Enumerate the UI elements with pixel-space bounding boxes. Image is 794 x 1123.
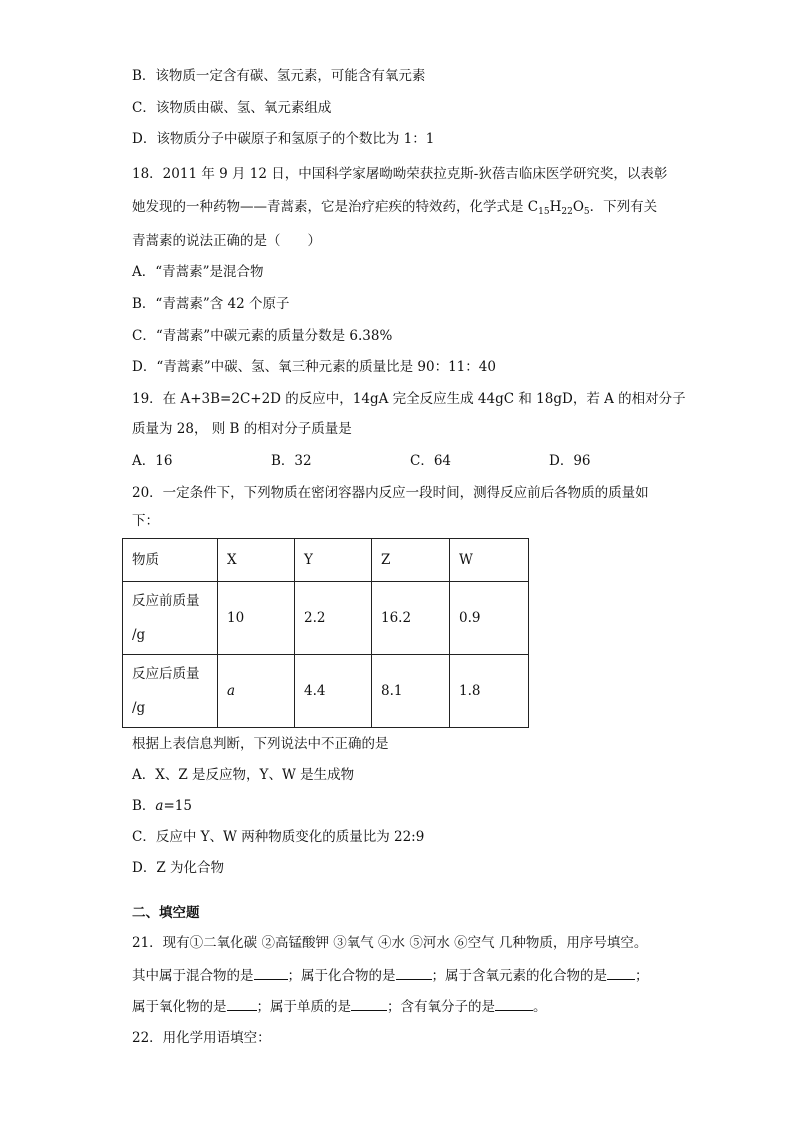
q20-stem-question: 根据上表信息判断，下列说法中不正确的是 <box>132 736 389 752</box>
mass-table <box>122 538 529 728</box>
q20-option-c: C．反应中 Y、W 两种物质变化的质量比为 22:9 <box>132 829 425 845</box>
q19-option-d: D．96 <box>549 453 591 469</box>
q18-stem-line3: 青蒿素的说法正确的是（ ） <box>132 233 321 249</box>
answer-blank[interactable] <box>227 996 257 1011</box>
table-header-cell: Y <box>295 539 372 582</box>
q18-option-c: C．“青蒿素”中碳元素的质量分数是 6.38% <box>132 328 393 344</box>
answer-blank[interactable] <box>607 965 635 980</box>
table-cell: 0.9 <box>450 582 529 655</box>
table-header-cell: 物质 <box>123 539 218 582</box>
answer-blank[interactable] <box>495 996 533 1011</box>
q18-option-b: B．“青蒿素”含 42 个原子 <box>132 296 290 312</box>
q21-stem-line3: 属于氧化物的是 ；属于单质的是 ；含有氧分子的是 。 <box>132 996 547 1017</box>
q20-option-b: B．a=15 <box>132 798 192 814</box>
table-header-row <box>123 539 529 582</box>
q17-option-c: C．该物质由碳、氢、氧元素组成 <box>132 100 332 116</box>
q20-stem-line2: 下： <box>132 513 159 529</box>
answer-blank[interactable] <box>351 996 387 1011</box>
table-cell: 2.2 <box>295 582 372 655</box>
table-row-label: 反应前质量 /g <box>123 582 218 655</box>
table-cell: 4.4 <box>295 655 372 728</box>
q17-option-b: B．该物质一定含有碳、氢元素，可能含有氧元素 <box>132 68 426 84</box>
q20-stem-line1: 20．一定条件下，下列物质在密闭容器内反应一段时间，测得反应前后各物质的质量如 <box>132 485 649 501</box>
table-cell: 8.1 <box>372 655 450 728</box>
table-header-cell: Z <box>372 539 450 582</box>
q19-stem-line2: 质量为 28， 则 B 的相对分子质量是 <box>132 421 352 437</box>
q19-option-b: B．32 <box>271 453 312 469</box>
q20-option-a: A．X、Z 是反应物，Y、W 是生成物 <box>132 767 355 783</box>
q18-stem-line2: 她发现的一种药物——青蒿素，它是治疗疟疾的特效药，化学式是 $C_{15}H_{22}O_5$．下列有关 <box>132 199 658 217</box>
table-cell: 1.8 <box>450 655 529 728</box>
q22-stem-line1: 22．用化学用语填空： <box>132 1030 271 1046</box>
q17-option-d: D．该物质分子中碳原子和氢原子的个数比为 1：1 <box>132 131 435 147</box>
q18-stem-line1: 18．2011 年 9 月 12 日，中国科学家屠呦呦荣获拉克斯-狄蓓吉临床医学研究奖，以表彰 <box>132 166 668 182</box>
q19-option-a: A．16 <box>132 453 173 469</box>
table-header-cell: W <box>450 539 529 582</box>
table-row-after <box>123 655 529 728</box>
answer-blank[interactable] <box>396 965 432 980</box>
q18-option-d: D．“青蒿素”中碳、氢、氧三种元素的质量比是 90：11：40 <box>132 359 496 375</box>
table-row-label: 反应后质量 /g <box>123 655 218 728</box>
q19-stem-line1: 19．在 A+3B=2C+2D 的反应中，14gA 完全反应生成 44gC 和 18gD，若 A 的相对分子 <box>132 391 686 407</box>
q19-options <box>132 451 592 471</box>
table-row-before <box>123 582 529 655</box>
table-cell: 16.2 <box>372 582 450 655</box>
q19-option-c: C．64 <box>410 453 452 469</box>
table-cell: 10 <box>218 582 295 655</box>
q18-option-a: A．“青蒿素”是混合物 <box>132 264 264 280</box>
answer-blank[interactable] <box>254 965 288 980</box>
q20-option-d: D．Z 为化合物 <box>132 860 224 876</box>
table-cell: a <box>218 655 295 728</box>
section-title: 二、填空题 <box>132 905 200 921</box>
table-header-cell: X <box>218 539 295 582</box>
q21-stem-line1: 21．现有①二氧化碳 ②高锰酸钾 ③氧气 ④水 ⑤河水 ⑥空气 几种物质，用序号填空。 <box>132 935 648 951</box>
q21-stem-line2: 其中属于混合物的是 ；属于化合物的是 ；属于含氧元素的化合物的是 ； <box>132 965 649 986</box>
